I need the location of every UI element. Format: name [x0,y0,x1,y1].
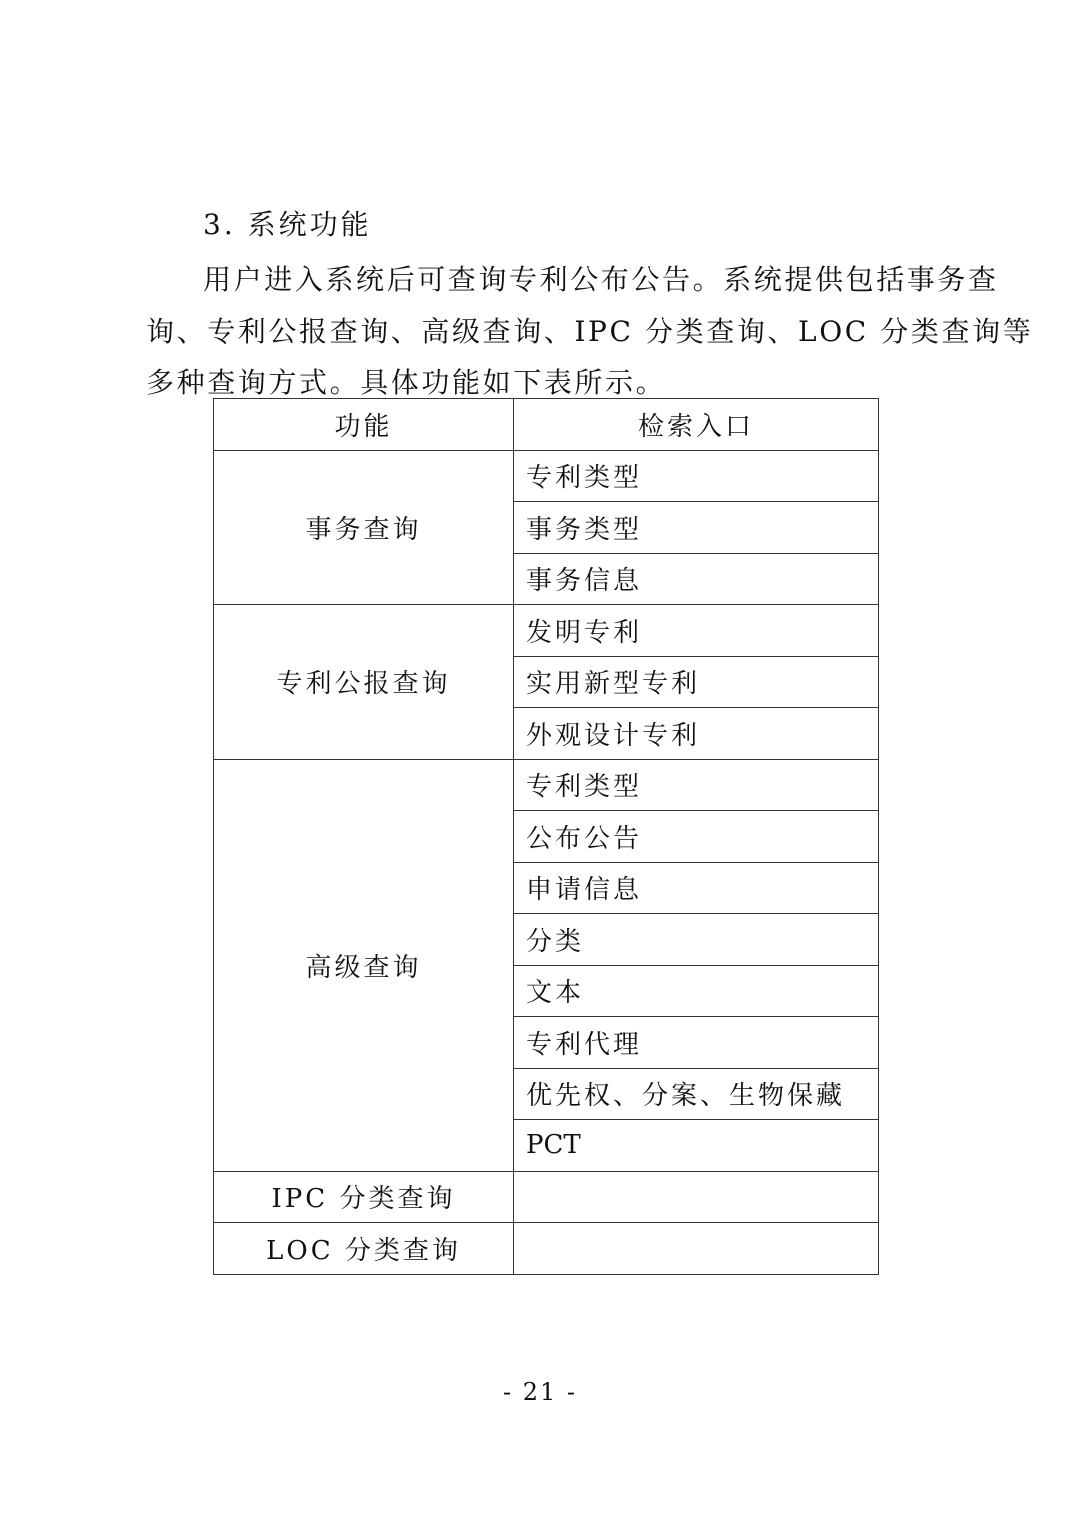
entry-cell: 实用新型专利 [514,656,879,708]
entry-cell: 专利类型 [514,450,879,502]
page-number: - 21 - [502,1378,577,1406]
function-table [213,398,879,1275]
entry-cell: 专利类型 [514,759,879,811]
entry-cell: 发明专利 [514,605,879,657]
paragraph-line: 询、专利公报查询、高级查询、IPC 分类查询、LOC 分类查询等 [146,314,1034,348]
entry-cell [514,1223,879,1275]
entry-cell: 分类 [514,914,879,966]
entry-cell [514,1171,879,1223]
section-heading: 3. 系统功能 [203,208,372,241]
entry-cell: 文本 [514,965,879,1017]
entry-cell: 事务信息 [514,553,879,605]
header-function: 功能 [214,399,514,451]
entry-cell: 事务类型 [514,502,879,554]
paragraph-line: 用户进入系统后可查询专利公布公告。系统提供包括事务查 [203,263,999,296]
function-cell: 事务查询 [214,450,514,605]
table-header-row [214,399,879,451]
function-cell: 高级查询 [214,759,514,1171]
entry-cell: 专利代理 [514,1017,879,1069]
intro-paragraph [146,254,1034,409]
paragraph-line: 多种查询方式。具体功能如下表所示。 [146,366,667,399]
function-cell: LOC 分类查询 [214,1223,514,1275]
entry-cell: 外观设计专利 [514,708,879,760]
entry-cell: 申请信息 [514,862,879,914]
table-row [214,1223,879,1275]
table-row [214,1171,879,1223]
entry-cell: 优先权、分案、生物保藏 [514,1068,879,1120]
entry-cell: 公布公告 [514,811,879,863]
table-row [214,605,879,657]
function-cell: 专利公报查询 [214,605,514,760]
header-entry: 检索入口 [514,399,879,451]
table-row [214,450,879,502]
entry-cell: PCT [514,1120,879,1172]
function-cell: IPC 分类查询 [214,1171,514,1223]
table-row [214,759,879,811]
